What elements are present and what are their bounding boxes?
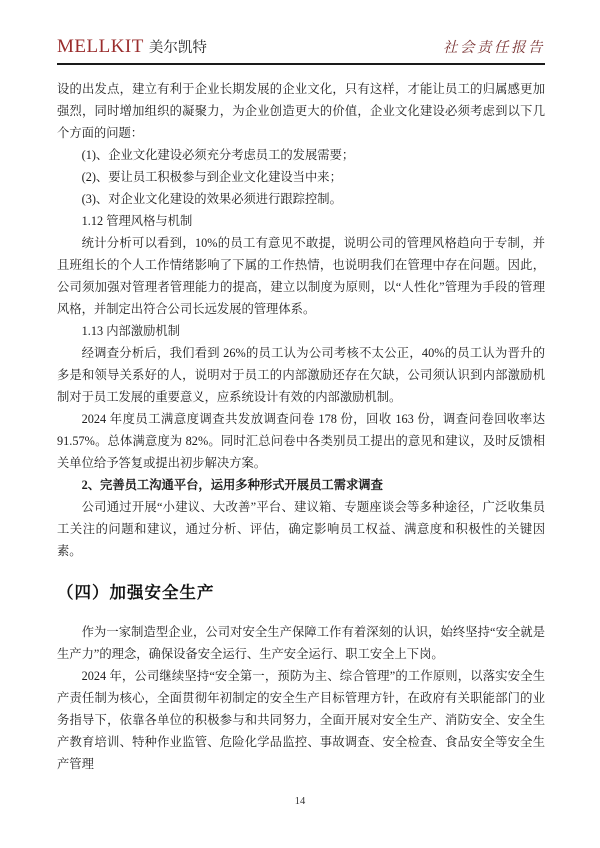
- page-header: [57, 36, 545, 65]
- page-number: 14: [294, 796, 306, 807]
- paragraph: 作为一家制造型企业，公司对安全生产保障工作有着深刻的认识，始终坚持“安全就是生产力”的理念，确保设备安全运行、生产安全运行、职工安全上下岗。: [57, 625, 545, 661]
- document-body: [57, 78, 545, 775]
- paragraph: 统计分析可以看到，10%的员工有意见不敢提，说明公司的管理风格趋向于专制，并且班组长的个人工作情绪影响了下属的工作热情，也说明我们在管理中存在问题。因此，公司须加强对管理者管理能力的提高，建立以制度为原则，以“人性化”管理为手段的管理风格，并制定出符合公司长远发展的管理体系。: [57, 236, 545, 316]
- paragraph: 2024 年，公司继续坚持“安全第一，预防为主、综合管理”的工作原则，以落实安全生产责任制为核心，全面贯彻年初制定的安全生产目标管理方针，在政府有关职能部门的业务指导下，依靠各单位的积极参与和共同努力，全面开展对安全生产、消防安全、安全生产教育培训、特种作业监管、危险化学品监控、事故调查、安全检查、食品安全等安全生产管理: [57, 669, 545, 771]
- paragraph: 2024 年度员工满意度调查共发放调查问卷 178 份，回收 163 份，调查问卷回收率达91.57%。总体满意度为 82%。同时汇总问卷中各类别员工提出的意见和建议，及时反馈相关单位给予答复或提出初步解决方案。: [57, 412, 545, 470]
- bold-list-item: 2、完善员工沟通平台，运用多种形式开展员工需求调查: [81, 478, 383, 492]
- page-footer: [0, 796, 600, 807]
- paragraph: 设的出发点，建立有利于企业长期发展的企业文化，只有这样，才能让员工的归属感更加强烈，同时增加组织的凝聚力，为企业创造更大的价值，企业文化建设必须考虑到以下几个方面的问题：: [57, 82, 545, 140]
- brand: [57, 36, 207, 58]
- section-heading: （四）加强安全生产: [57, 583, 215, 602]
- document-title: 社会责任报告: [443, 40, 545, 56]
- list-item: (2)、要让员工积极参与到企业文化建设当中来；: [81, 170, 342, 184]
- subsection-heading: 1.12 管理风格与机制: [81, 214, 193, 228]
- brand-logo-text: MELLKIT: [57, 36, 144, 57]
- list-item: (3)、对企业文化建设的效果必须进行跟踪控制。: [81, 192, 342, 206]
- paragraph: 经调查分析后，我们看到 26%的员工认为公司考核不太公正，40%的员工认为晋升的多是和领导关系好的人，说明对于员工的内部激励还存在欠缺，公司须认识到内部激励机制对于员工发展的重要意义，应系统设计有效的内部激励机制。: [57, 346, 545, 404]
- list-item: (1)、企业文化建设必须充分考虑员工的发展需要；: [81, 148, 355, 162]
- paragraph: 公司通过开展“小建议、大改善”平台、建议箱、专题座谈会等多种途径，广泛收集员工关注的问题和建议，通过分析、评估，确定影响员工权益、满意度和积极性的关键因素。: [57, 500, 545, 558]
- subsection-heading: 1.13 内部激励机制: [81, 324, 180, 338]
- brand-name-cn: 美尔凯特: [148, 40, 207, 56]
